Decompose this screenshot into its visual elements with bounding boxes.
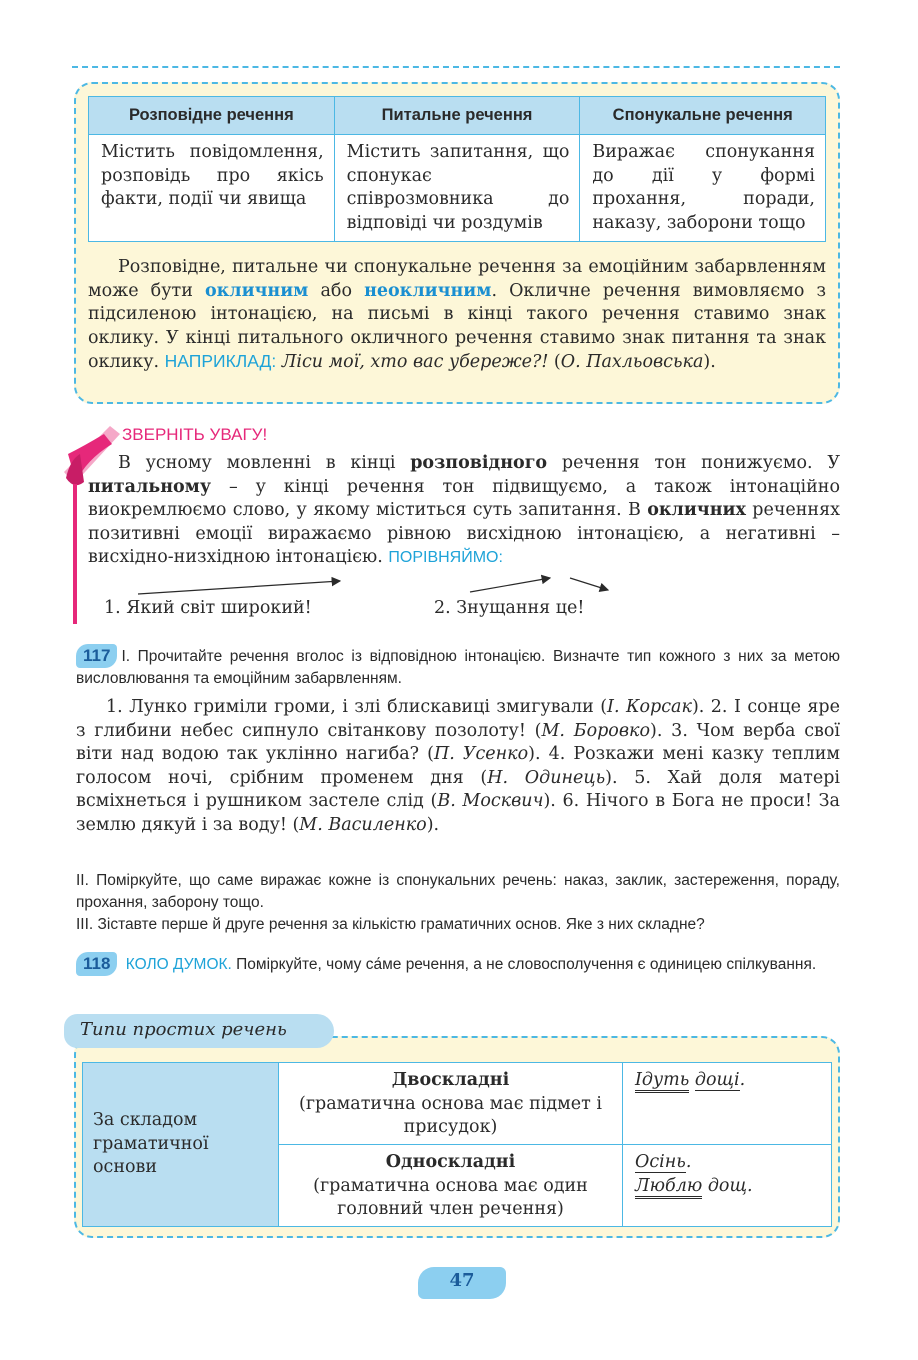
- header-interrogative: Питальне речення: [334, 97, 580, 135]
- page-number: 47: [418, 1267, 506, 1299]
- rising-arrow-1: [138, 581, 340, 594]
- term-non-exclamatory: неокличним: [364, 280, 492, 301]
- one-member-title: Односкладні: [385, 1152, 516, 1172]
- simple-sentences-table: [82, 1062, 832, 1227]
- exclamatory-rule: Розповідне, питальне чи спонукальне речення за емоційним забарвленням може бути окличним або неокличним. Окличне речення вимовляємо з підсиленою інтонацією, на письмі в кінці такого речення ставимо знак оклику. У кінці питального окличного речення ставимо знак питання та знак оклику. НАПРИКЛАД: Ліси мої, хто вас убереже?! (О. Пахльовська).: [88, 257, 826, 372]
- term-exclamatory: окличним: [204, 280, 309, 301]
- exercise-117-sentences: 1. Лунко гриміли громи, і злі блискавиці змигували (І. Корсак). 2. І сонце яре з глибини небес сипнуло світанкову позолоту! (М. Боровко). 3. Чом верба свої віти над водою так уклінно нагиба? (П. Усенко). 4. Розкажи мені казку теплим голосом ночі, срібним променем дня (Н. Одинець). 5. Хай доля матері всміхнеться і рушником застеле слід (В. Москвич). 6. Нічого в Бога не проси! За землю дякуй і за воду! (М. Василенко).: [76, 697, 841, 835]
- cell-interrogative: Містить запитання, що спонукає співрозмовника до відповіді чи роздумів: [334, 135, 580, 242]
- one-member-desc: (граматична основа має один головний член речення): [313, 1175, 588, 1219]
- exercise-118-task: 118 КОЛО ДУМОК. Поміркуйте, чому са́ме речення, а не словосполучення є одиницею спілкування.: [76, 952, 840, 976]
- exercise-117-task: 117 І. Прочитайте речення вголос із відповідною інтонацією. Визначте тип кожного з них за метою висловлювання та емоційним забарвленням.: [76, 646, 840, 687]
- simple-sentences-box: [74, 1036, 840, 1238]
- example-quote: Ліси мої, хто вас убереже?!: [281, 352, 549, 372]
- two-member-cell: [279, 1063, 623, 1145]
- example-author: О. Пахльовська: [560, 352, 704, 372]
- exercise-117-task-2: ІІ. Поміркуйте, що саме виражає кожне із спонукальних речень: наказ, заклик, застереження, пораду, прохання, заборону тощо.: [76, 872, 840, 911]
- two-member-desc: (граматична основа має підмет і присудок): [299, 1093, 602, 1137]
- cell-declarative: Містить повідомлення, розповідь про якісь факти, події чи явища: [89, 135, 335, 242]
- attention-bar: [73, 484, 77, 624]
- exercise-117-number: 117: [76, 644, 117, 668]
- intonation-example-2: 2. Знущання це!: [434, 598, 585, 618]
- header-imperative: Спонукальне речення: [580, 97, 826, 135]
- sentence-types-table: [88, 96, 826, 242]
- row-label: За складом граматичної основи: [83, 1063, 279, 1227]
- exercise-117-task-3: ІІІ. Зіставте перше й друге речення за кількістю граматичних основ. Яке з них складне?: [76, 916, 705, 933]
- exercise-118-label: КОЛО ДУМОК.: [125, 956, 232, 973]
- one-member-cell: [279, 1145, 623, 1227]
- attention-heading: ЗВЕРНІТЬ УВАГУ!: [122, 425, 268, 444]
- top-divider: [72, 66, 840, 68]
- header-declarative: Розповідне речення: [89, 97, 335, 135]
- one-member-example: Осінь. Люблю дощ.: [623, 1145, 832, 1227]
- two-member-example: Ідуть дощі.: [623, 1063, 832, 1145]
- simple-sentences-title: Типи простих речень: [64, 1014, 334, 1048]
- rising-arrow-2: [470, 578, 550, 592]
- example-label: НАПРИКЛАД:: [164, 351, 277, 371]
- sentence-types-box: [74, 82, 840, 404]
- intonation-rule: В усному мовленні в кінці розповідного речення тон понижуємо. У питальному – у кінці речення тон підвищуємо, а також інтонаційно виокремлюємо слово, у якому міститься суть запитання. В окличних реченнях позитивні емоції виражаємо рівною висхідною інтонацією, а негативні – висхідно-низхідною інтонацією. ПОРІВНЯЙМО:: [88, 453, 840, 567]
- compare-label: ПОРІВНЯЙМО:: [388, 549, 503, 566]
- cell-imperative: Виражає спонукання до дії у формі прохання, поради, наказу, заборони тощо: [580, 135, 826, 242]
- intonation-example-1: 1. Який світ широкий!: [104, 598, 312, 618]
- exercise-118-number: 118: [76, 952, 117, 976]
- falling-arrow: [570, 578, 608, 590]
- two-member-title: Двоскладні: [391, 1070, 510, 1090]
